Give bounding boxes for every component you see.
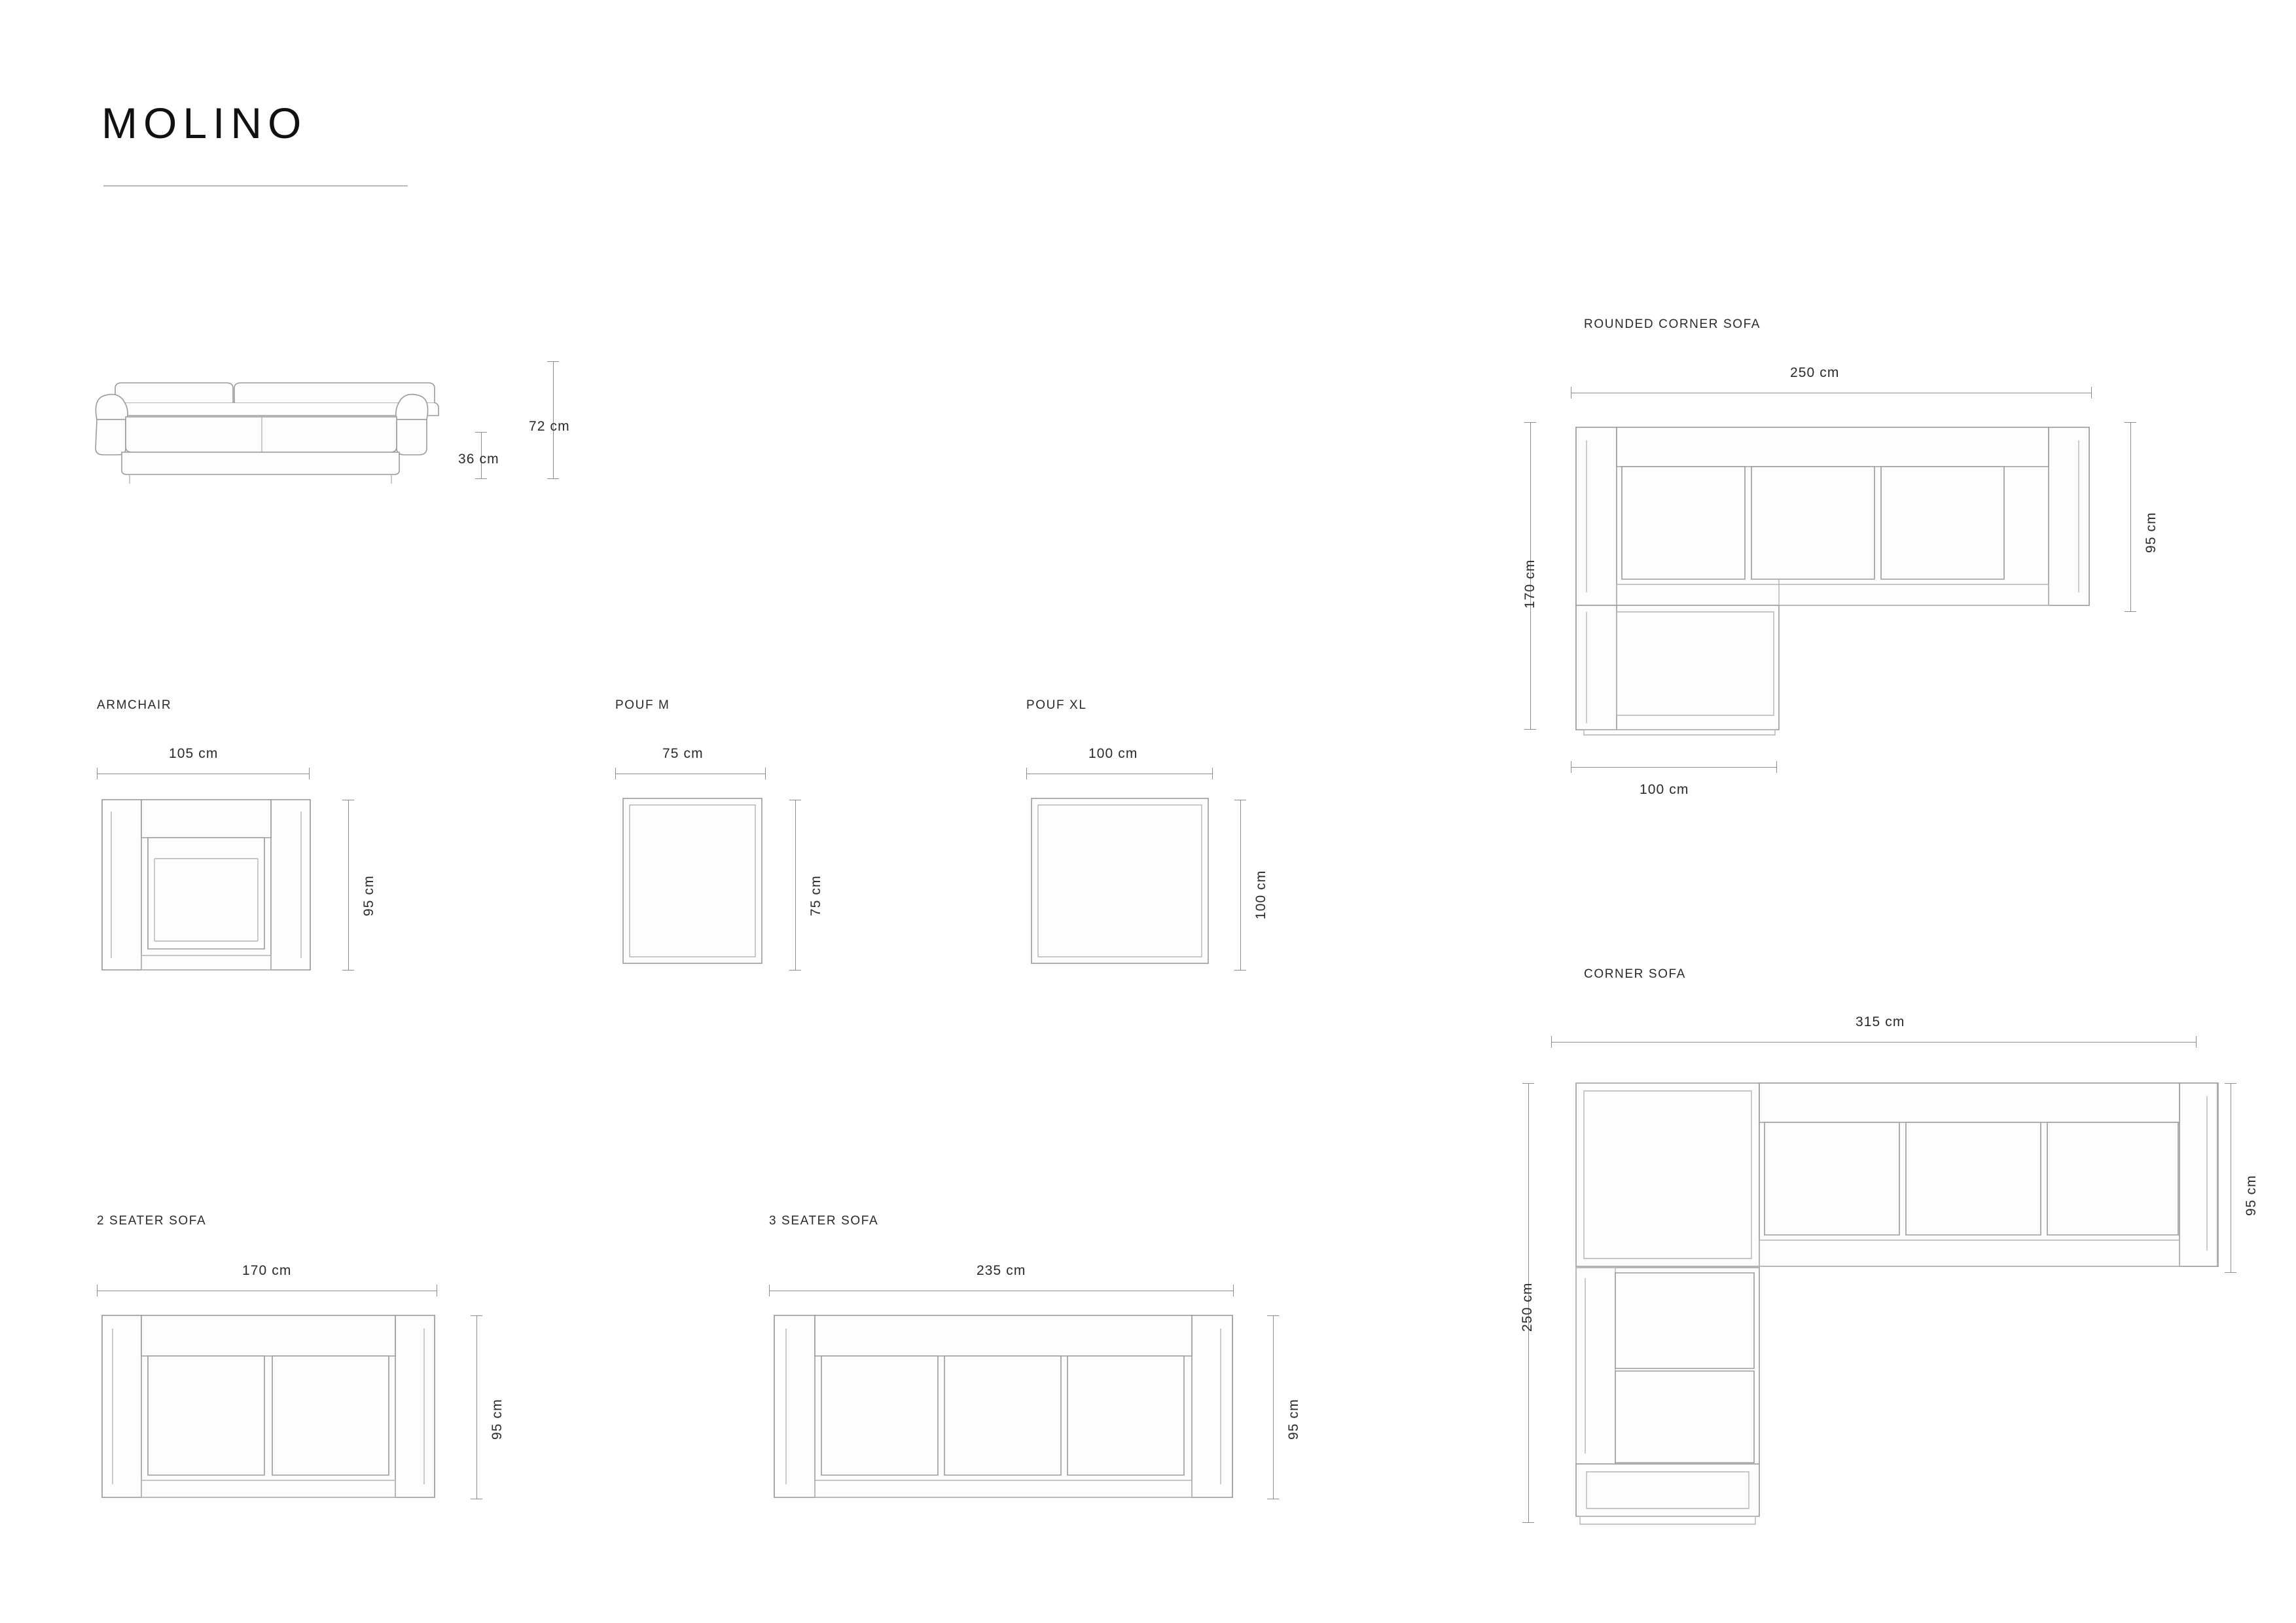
- dim-pouf-xl-depth: 100 cm: [1253, 870, 1268, 919]
- tick-armchair-depth-bottom: [342, 970, 354, 971]
- label-3-seater-sofa: 3 SEATER SOFA: [769, 1214, 879, 1228]
- figure-top-sofa-side-view: [92, 357, 458, 494]
- tick-top-sofa-36-lower: [475, 478, 487, 479]
- dim-rounded-corner-chaise-width: 100 cm: [1640, 782, 1689, 797]
- label-pouf-xl: POUF XL: [1026, 698, 1087, 712]
- tick-corner-sofa-width-right: [2196, 1036, 2197, 1048]
- dimline-pouf-xl-depth: [1240, 800, 1241, 970]
- dimline-armchair-depth: [348, 800, 349, 970]
- tick-rounded-corner-total-depth-top: [1524, 422, 1536, 423]
- tick-3-seater-width-left: [769, 1285, 770, 1296]
- tick-rounded-corner-arm-depth-bottom: [2125, 611, 2136, 612]
- dim-rounded-corner-total-depth: 170 cm: [1522, 559, 1537, 609]
- tick-corner-sofa-total-depth-top: [1522, 1083, 1534, 1084]
- figure-pouf-m-top-view: [620, 793, 764, 969]
- dim-2-seater-width: 170 cm: [242, 1263, 292, 1278]
- tick-pouf-m-width-left: [615, 768, 616, 779]
- tick-3-seater-depth-top: [1267, 1315, 1279, 1316]
- tick-top-sofa-36-upper: [475, 432, 487, 433]
- dim-corner-sofa-width: 315 cm: [1856, 1014, 1905, 1029]
- tick-corner-sofa-total-depth-bottom: [1522, 1522, 1534, 1523]
- tick-rounded-corner-arm-depth-top: [2125, 422, 2136, 423]
- dim-top-sofa-seat-height: 36 cm: [458, 452, 499, 467]
- label-armchair: ARMCHAIR: [97, 698, 172, 712]
- figure-2-seater-top-view: [98, 1309, 439, 1505]
- dimline-rounded-corner-chaise-width: [1571, 767, 1777, 768]
- page-title: MOLINO: [101, 99, 308, 147]
- tick-top-sofa-72-upper: [547, 361, 559, 362]
- tick-rounded-corner-chaise-right: [1776, 761, 1777, 773]
- dim-3-seater-depth: 95 cm: [1286, 1399, 1301, 1440]
- tick-top-sofa-72-lower: [547, 478, 559, 479]
- dimline-corner-sofa-width: [1551, 1042, 2197, 1043]
- dim-armchair-depth: 95 cm: [361, 875, 376, 916]
- figure-pouf-xl-top-view: [1029, 793, 1211, 969]
- tick-pouf-xl-width-right: [1212, 768, 1213, 779]
- title-divider: [103, 185, 408, 187]
- dim-corner-sofa-total-depth: 250 cm: [1520, 1282, 1535, 1332]
- tick-3-seater-width-right: [1233, 1285, 1234, 1296]
- dim-armchair-width: 105 cm: [169, 746, 219, 761]
- figure-armchair-top-view: [98, 793, 314, 976]
- figure-rounded-corner-sofa-top-view: [1571, 416, 2094, 736]
- label-pouf-m: POUF M: [615, 698, 670, 712]
- dimline-pouf-m-depth: [795, 800, 796, 970]
- tick-pouf-m-width-right: [765, 768, 766, 779]
- tick-pouf-m-depth-bottom: [789, 970, 801, 971]
- tick-rounded-corner-width-right: [2091, 387, 2092, 399]
- dim-pouf-xl-width: 100 cm: [1088, 746, 1138, 761]
- tick-corner-sofa-arm-depth-top: [2225, 1083, 2236, 1084]
- label-rounded-corner-sofa: ROUNDED CORNER SOFA: [1584, 317, 1761, 331]
- dimline-3-seater-depth: [1273, 1315, 1274, 1499]
- label-2-seater-sofa: 2 SEATER SOFA: [97, 1214, 207, 1228]
- tick-corner-sofa-arm-depth-bottom: [2225, 1272, 2236, 1273]
- label-corner-sofa: CORNER SOFA: [1584, 967, 1686, 981]
- dimline-2-seater-depth: [476, 1315, 477, 1499]
- dim-corner-sofa-arm-depth: 95 cm: [2244, 1175, 2259, 1216]
- tick-2-seater-depth-top: [471, 1315, 482, 1316]
- tick-pouf-xl-width-left: [1026, 768, 1027, 779]
- tick-armchair-width-left: [97, 768, 98, 779]
- dim-2-seater-depth: 95 cm: [490, 1399, 505, 1440]
- tick-pouf-xl-depth-bottom: [1234, 970, 1246, 971]
- tick-rounded-corner-total-depth-bottom: [1524, 729, 1536, 730]
- tick-corner-sofa-width-left: [1551, 1036, 1552, 1048]
- figure-3-seater-top-view: [770, 1309, 1236, 1505]
- dim-3-seater-width: 235 cm: [977, 1263, 1026, 1278]
- tick-2-seater-width-left: [97, 1285, 98, 1296]
- dim-pouf-m-width: 75 cm: [662, 746, 704, 761]
- dim-rounded-corner-width: 250 cm: [1790, 365, 1840, 380]
- dimline-rounded-corner-arm-depth: [2130, 422, 2131, 612]
- dim-pouf-m-depth: 75 cm: [808, 875, 823, 916]
- dim-rounded-corner-arm-depth: 95 cm: [2144, 512, 2159, 553]
- dim-top-sofa-total-height: 72 cm: [529, 419, 570, 434]
- figure-corner-sofa-top-view: [1571, 1077, 2219, 1548]
- tick-armchair-width-right: [309, 768, 310, 779]
